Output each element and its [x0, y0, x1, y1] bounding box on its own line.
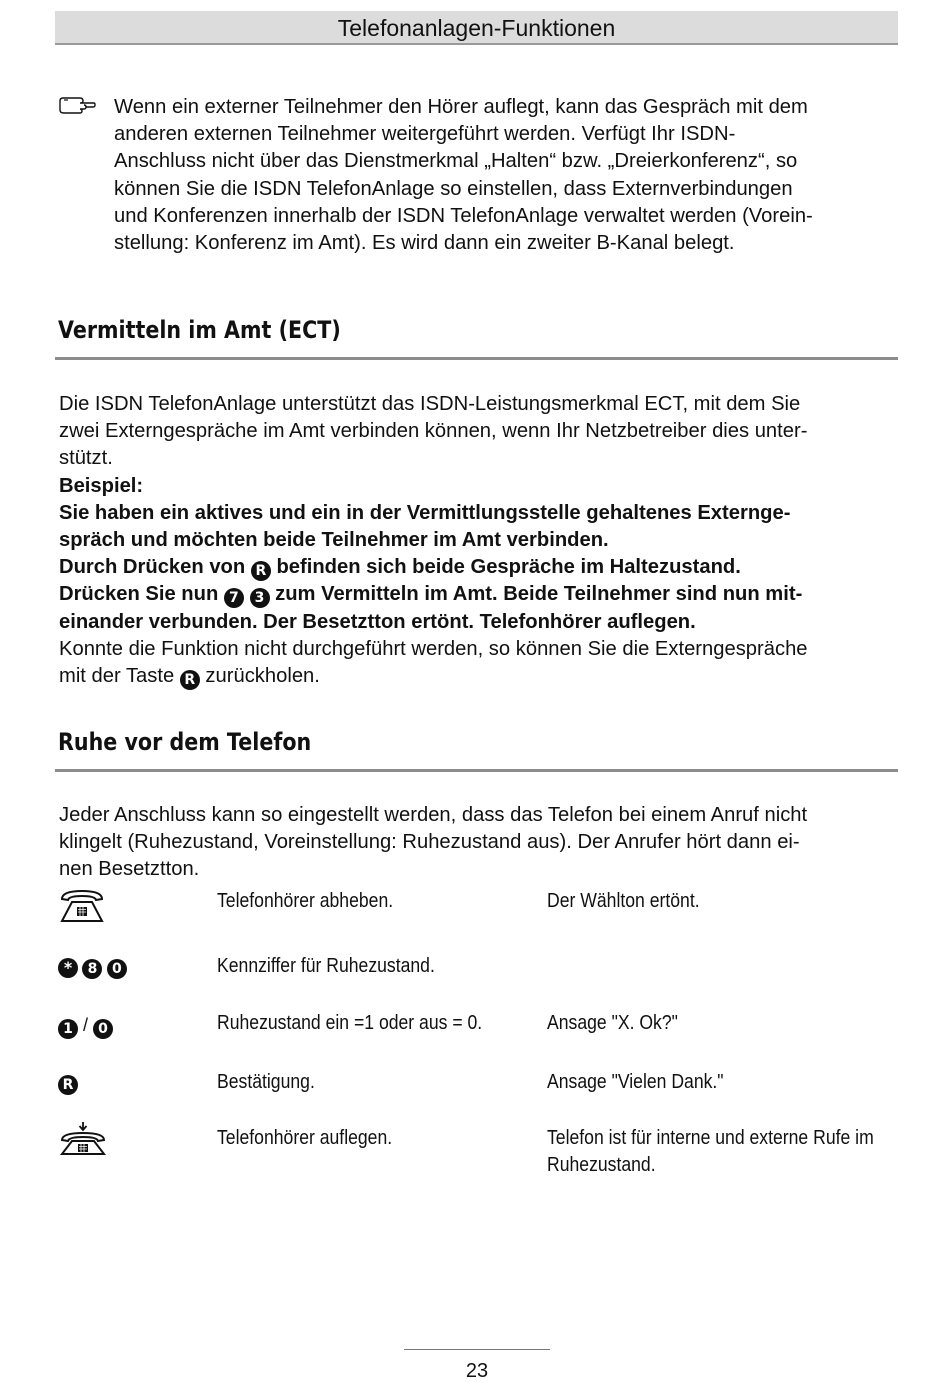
ect-body [59, 391, 899, 690]
ect-intro-line: Die ISDN TelefonAnlage unterstützt das ISDN-Leistungsmerkmal ECT, mit dem Sie [59, 393, 801, 415]
connect-line-2: einander verbunden. Der Besetztton ertönt. Telefonhörer auflegen. [59, 610, 696, 633]
step-action: Bestätigung. [217, 1071, 315, 1093]
choice-separator: / [83, 1015, 89, 1035]
pointing-hand-icon [58, 95, 96, 115]
quiet-intro-line: klingelt (Ruhezustand, Voreinstellung: Ruhezustand aus). Der Anrufer hört dann ei- [59, 831, 800, 854]
step-action: Telefonhörer abheben. [217, 890, 394, 912]
example-label: Beispiel: [59, 474, 144, 497]
press-post: befinden sich beide Gespräche im Haltezustand. [276, 556, 741, 579]
connect-pre: Drücken Sie nun [59, 583, 219, 606]
section-heading-quiet: Ruhe vor dem Telefon [58, 728, 312, 756]
step-action: Ruhezustand ein =1 oder aus = 0. [217, 1012, 483, 1034]
fail-pre: mit der Taste [59, 665, 175, 688]
fail-post: zurückholen. [205, 665, 320, 688]
ect-intro-line: stützt. [59, 447, 113, 470]
note-line: anderen externen Teilnehmer weitergeführt werden. Verfügt Ihr ISDN- [114, 123, 736, 146]
step-result: Ansage "Vielen Dank." [547, 1071, 724, 1093]
step-action: Kennziffer für Ruhezustand. [217, 955, 435, 977]
fail-line: Konnte die Funktion nicht durchgeführt werden, so können Sie die Externgespräche [59, 637, 808, 660]
footer-divider [404, 1349, 550, 1350]
note-line: Wenn ein externer Teilnehmer den Hörer auflegt, kann das Gespräch mit dem [114, 96, 808, 118]
r-key-icon: R [58, 1075, 78, 1095]
seven-key-icon: 7 [224, 588, 244, 608]
note-line: Anschluss nicht über das Dienstmerkmal „Halten“ bzw. „Dreierkonferenz“, so [114, 150, 798, 173]
note-line: stellung: Konferenz im Amt). Es wird dann ein zweiter B-Kanal belegt. [114, 232, 735, 255]
step-row [58, 888, 898, 948]
step-action: Telefonhörer auflegen. [217, 1127, 393, 1149]
quiet-intro-line: Jeder Anschluss kann so eingestellt werden, dass das Telefon bei einem Anruf nicht [59, 804, 808, 826]
one-key-icon: 1 [58, 1019, 78, 1039]
connect-post: zum Vermitteln im Amt. Beide Teilnehmer sind nun mit- [275, 583, 803, 606]
r-key-icon: R [251, 561, 271, 581]
eight-key-icon: 8 [82, 959, 102, 979]
quiet-intro-line: nen Besetztton. [59, 858, 200, 881]
key-choice-icon [58, 1015, 113, 1055]
handset-hangup-icon [58, 1121, 108, 1159]
step-result [547, 1125, 881, 1179]
step-result: Der Wählton ertönt. [547, 890, 700, 912]
step-row [58, 953, 898, 1013]
handset-lift-icon [58, 888, 106, 926]
note-line: und Konferenzen innerhalb der ISDN TelefonAnlage verwaltet werden (Vorein- [114, 204, 813, 227]
page-number: 23 [465, 1360, 489, 1382]
step-result-line: Telefon ist für interne und externe Rufe im [547, 1127, 874, 1149]
key-sequence-icon [58, 958, 127, 998]
r-key-icon: R [180, 670, 200, 690]
header-title: Telefonanlagen-Funktionen [337, 15, 616, 41]
connect-line [59, 581, 899, 608]
zero-key-icon: 0 [93, 1019, 113, 1039]
step-row [58, 1125, 898, 1195]
three-key-icon: 3 [250, 588, 270, 608]
example-line: Sie haben ein aktives und ein in der Vermittlungsstelle gehaltenes Externge- [59, 501, 791, 524]
fail-line-2 [59, 663, 899, 690]
note-line: können Sie die ISDN TelefonAnlage so einstellen, dass Externverbindungen [114, 177, 793, 200]
page-header [55, 11, 898, 45]
step-result: Ansage "X. Ok?" [547, 1012, 678, 1034]
r-key-icon [58, 1074, 78, 1114]
step-row [58, 1069, 898, 1129]
press-pre: Durch Drücken von [59, 556, 246, 579]
step-row [58, 1010, 898, 1070]
press-r-line [59, 554, 899, 581]
zero-key-icon: 0 [107, 959, 127, 979]
section-divider [55, 357, 898, 360]
star-key-icon: * [58, 958, 78, 978]
example-line: spräch und möchten beide Teilnehmer im Amt verbinden. [59, 529, 609, 552]
quiet-intro [59, 802, 899, 884]
step-result-line: Ruhezustand. [547, 1154, 656, 1176]
section-divider [55, 769, 898, 772]
section-heading-ect: Vermitteln im Amt (ECT) [58, 316, 341, 344]
ect-intro-line: zwei Externgespräche im Amt verbinden können, wenn Ihr Netzbetreiber dies unter- [59, 420, 808, 443]
note-text [114, 94, 894, 257]
